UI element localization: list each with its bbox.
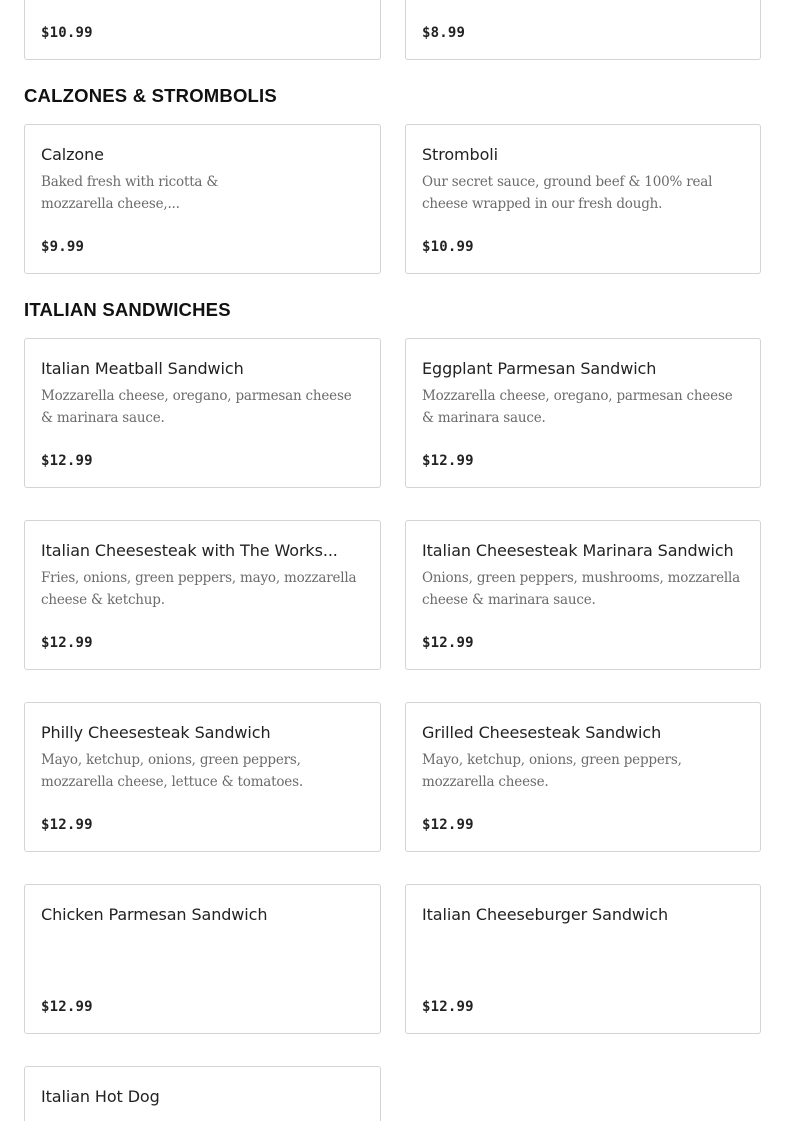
menu-item-italian-cheesesteak-marinara[interactable]	[405, 520, 761, 670]
item-price: $12.99	[422, 999, 474, 1015]
item-price: $12.99	[41, 635, 93, 651]
menu-item-calzone[interactable]	[24, 124, 381, 274]
item-description: Baked fresh with ricotta & mozzarella cheese,...	[41, 174, 219, 212]
item-description: Mozzarella cheese, oregano, parmesan cheese & marinara sauce.	[41, 388, 352, 426]
item-description: Our secret sauce, ground beef & 100% real cheese wrapped in our fresh dough.	[422, 174, 713, 212]
item-price: $10.99	[41, 25, 93, 41]
item-price: $12.99	[41, 453, 93, 469]
item-name: Philly Cheesesteak Sandwich	[41, 723, 271, 742]
item-description: Mozzarella cheese, oregano, parmesan cheese & marinara sauce.	[422, 388, 733, 426]
menu-item-italian-cheeseburger-sandwich[interactable]	[405, 884, 761, 1034]
menu-item-card[interactable]	[405, 0, 761, 60]
item-name: Calzone	[41, 145, 104, 164]
item-description: Mayo, ketchup, onions, green peppers, mozzarella cheese, lettuce & tomatoes.	[41, 752, 303, 790]
item-name: Italian Cheesesteak with The Works...	[41, 541, 338, 560]
item-price: $10.99	[422, 239, 474, 255]
item-price: $12.99	[422, 453, 474, 469]
section-title-calzones: CALZONES & STROMBOLIS	[24, 85, 277, 106]
menu-item-stromboli[interactable]	[405, 124, 761, 274]
item-description: Fries, onions, green peppers, mayo, mozzarella cheese & ketchup.	[41, 570, 357, 608]
item-price: $12.99	[422, 817, 474, 833]
item-name: Grilled Cheesesteak Sandwich	[422, 723, 662, 742]
menu-item-italian-cheesesteak-works[interactable]	[24, 520, 381, 670]
menu-item-italian-meatball-sandwich[interactable]	[24, 338, 381, 488]
menu-item-eggplant-parmesan-sandwich[interactable]	[405, 338, 761, 488]
item-name: Italian Meatball Sandwich	[41, 359, 244, 378]
item-description: Mayo, ketchup, onions, green peppers, mozzarella cheese.	[422, 752, 682, 790]
menu-item-chicken-parmesan-sandwich[interactable]	[24, 884, 381, 1034]
menu-item-philly-cheesesteak[interactable]	[24, 702, 381, 852]
item-name: Italian Hot Dog	[41, 1087, 160, 1106]
item-name: Stromboli	[422, 145, 498, 164]
item-price: $12.99	[41, 999, 93, 1015]
menu-item-grilled-cheesesteak[interactable]	[405, 702, 761, 852]
item-price: $8.99	[422, 25, 466, 41]
item-description: Onions, green peppers, mushrooms, mozzarella cheese & marinara sauce.	[422, 570, 741, 608]
item-name: Chicken Parmesan Sandwich	[41, 905, 268, 924]
menu-item-card[interactable]	[24, 0, 381, 60]
item-price: $9.99	[41, 239, 85, 255]
item-price: $12.99	[422, 635, 474, 651]
item-name: Eggplant Parmesan Sandwich	[422, 359, 657, 378]
section-title-italian-sandwiches: ITALIAN SANDWICHES	[24, 299, 231, 320]
menu-item-italian-hot-dog[interactable]	[24, 1066, 381, 1121]
item-name: Italian Cheesesteak Marinara Sandwich	[422, 541, 734, 560]
item-price: $12.99	[41, 817, 93, 833]
item-name: Italian Cheeseburger Sandwich	[422, 905, 668, 924]
